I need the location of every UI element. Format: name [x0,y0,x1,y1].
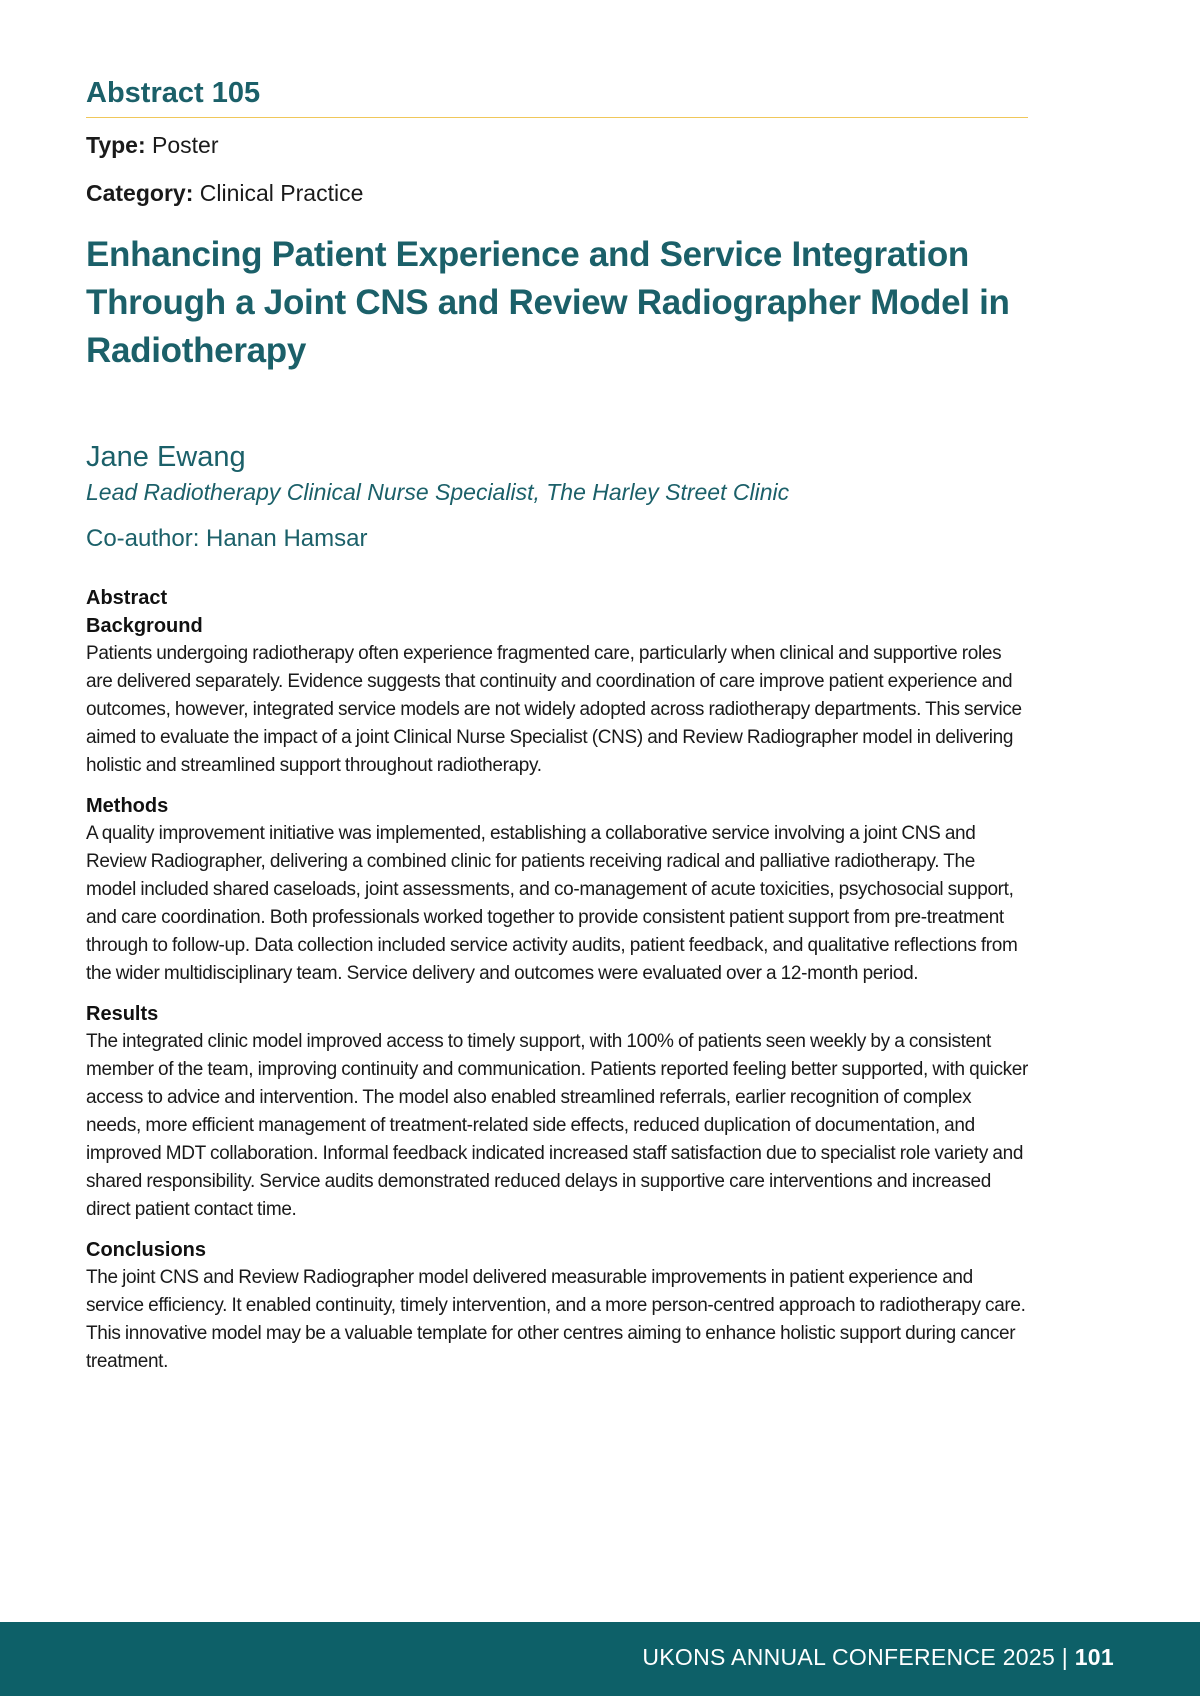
section-background [86,612,1028,780]
category-value: Clinical Practice [193,180,364,207]
abstract-page [86,76,1028,1376]
conference-name: UKONS ANNUAL CONFERENCE 2025 | [642,1644,1075,1670]
footer-bar [0,1622,1200,1696]
section-results [86,1000,1028,1224]
type-label: Type: [86,131,146,158]
section-heading: Background [86,615,203,638]
category-line [86,180,1028,208]
coauthor: Co-author: Hanan Hamsar [86,525,368,553]
footer-text [642,1644,1114,1672]
section-text: Patients undergoing radiotherapy often experience fragmented care, particularly when clinical and supportive roles are delivered separately. Evidence suggests that continuity and coordination of care improve patient experience and outcomes, however, integrated service models are not widely adopted across radiotherapy departments. This service aimed to evaluate the impact of a joint Clinical Nurse Specialist (CNS) and Review Radiographer model in delivering holistic and streamlined support throughout radiotherapy. [86,643,1022,777]
abstract-heading: Abstract [86,587,168,610]
section-text: A quality improvement initiative was implemented, establishing a collaborative service involving a joint CNS and Review Radiographer, delivering a combined clinic for patients receiving radical and palliative radiotherapy. The model included shared caseloads, joint assessments, and co-management of acute toxicities, psychosocial support, and care coordination. Both professionals worked together to provide consistent patient support from pre-treatment through to follow-up. Data collection included service activity audits, patient feedback, and qualitative reflections from the wider multidisciplinary team. Service delivery and outcomes were evaluated over a 12-month period. [86,823,1018,985]
section-methods [86,792,1028,988]
section-text: The joint CNS and Review Radiographer model delivered measurable improvements in patient experience and service efficiency. It enabled continuity, timely intervention, and a more person-centred approach to radiotherapy care. This innovative model may be a valuable template for other centres aiming to enhance holistic support during cancer treatment. [86,1267,1026,1373]
author-name: Jane Ewang [86,440,246,473]
abstract-number: Abstract 105 [86,76,1028,118]
type-value: Poster [145,131,219,158]
author-role: Lead Radiotherapy Clinical Nurse Specialist, The Harley Street Clinic [86,478,790,505]
section-heading: Methods [86,795,169,818]
section-conclusions [86,1236,1028,1376]
section-text: The integrated clinic model improved access to timely support, with 100% of patients seen weekly by a consistent member of the team, improving continuity and communication. Patients reported feeling better supported, with quicker access to advice and intervention. The model also enabled streamlined referrals, earlier recognition of complex needs, more efficient management of treatment-related side effects, reduced duplication of documentation, and improved MDT collaboration. Informal feedback indicated increased staff satisfaction due to specialist role variety and shared responsibility. Service audits demonstrated reduced delays in supportive care interventions and increased direct patient contact time. [86,1031,1028,1221]
section-heading: Results [86,1003,159,1026]
page-number: 101 [1074,1644,1114,1670]
category-label: Category: [86,180,194,207]
abstract-title: Enhancing Patient Experience and Service Integration Through a Joint CNS and Review Radiographer Model in Radiotherapy [86,234,1010,370]
type-line [86,132,1028,160]
section-heading: Conclusions [86,1239,207,1262]
